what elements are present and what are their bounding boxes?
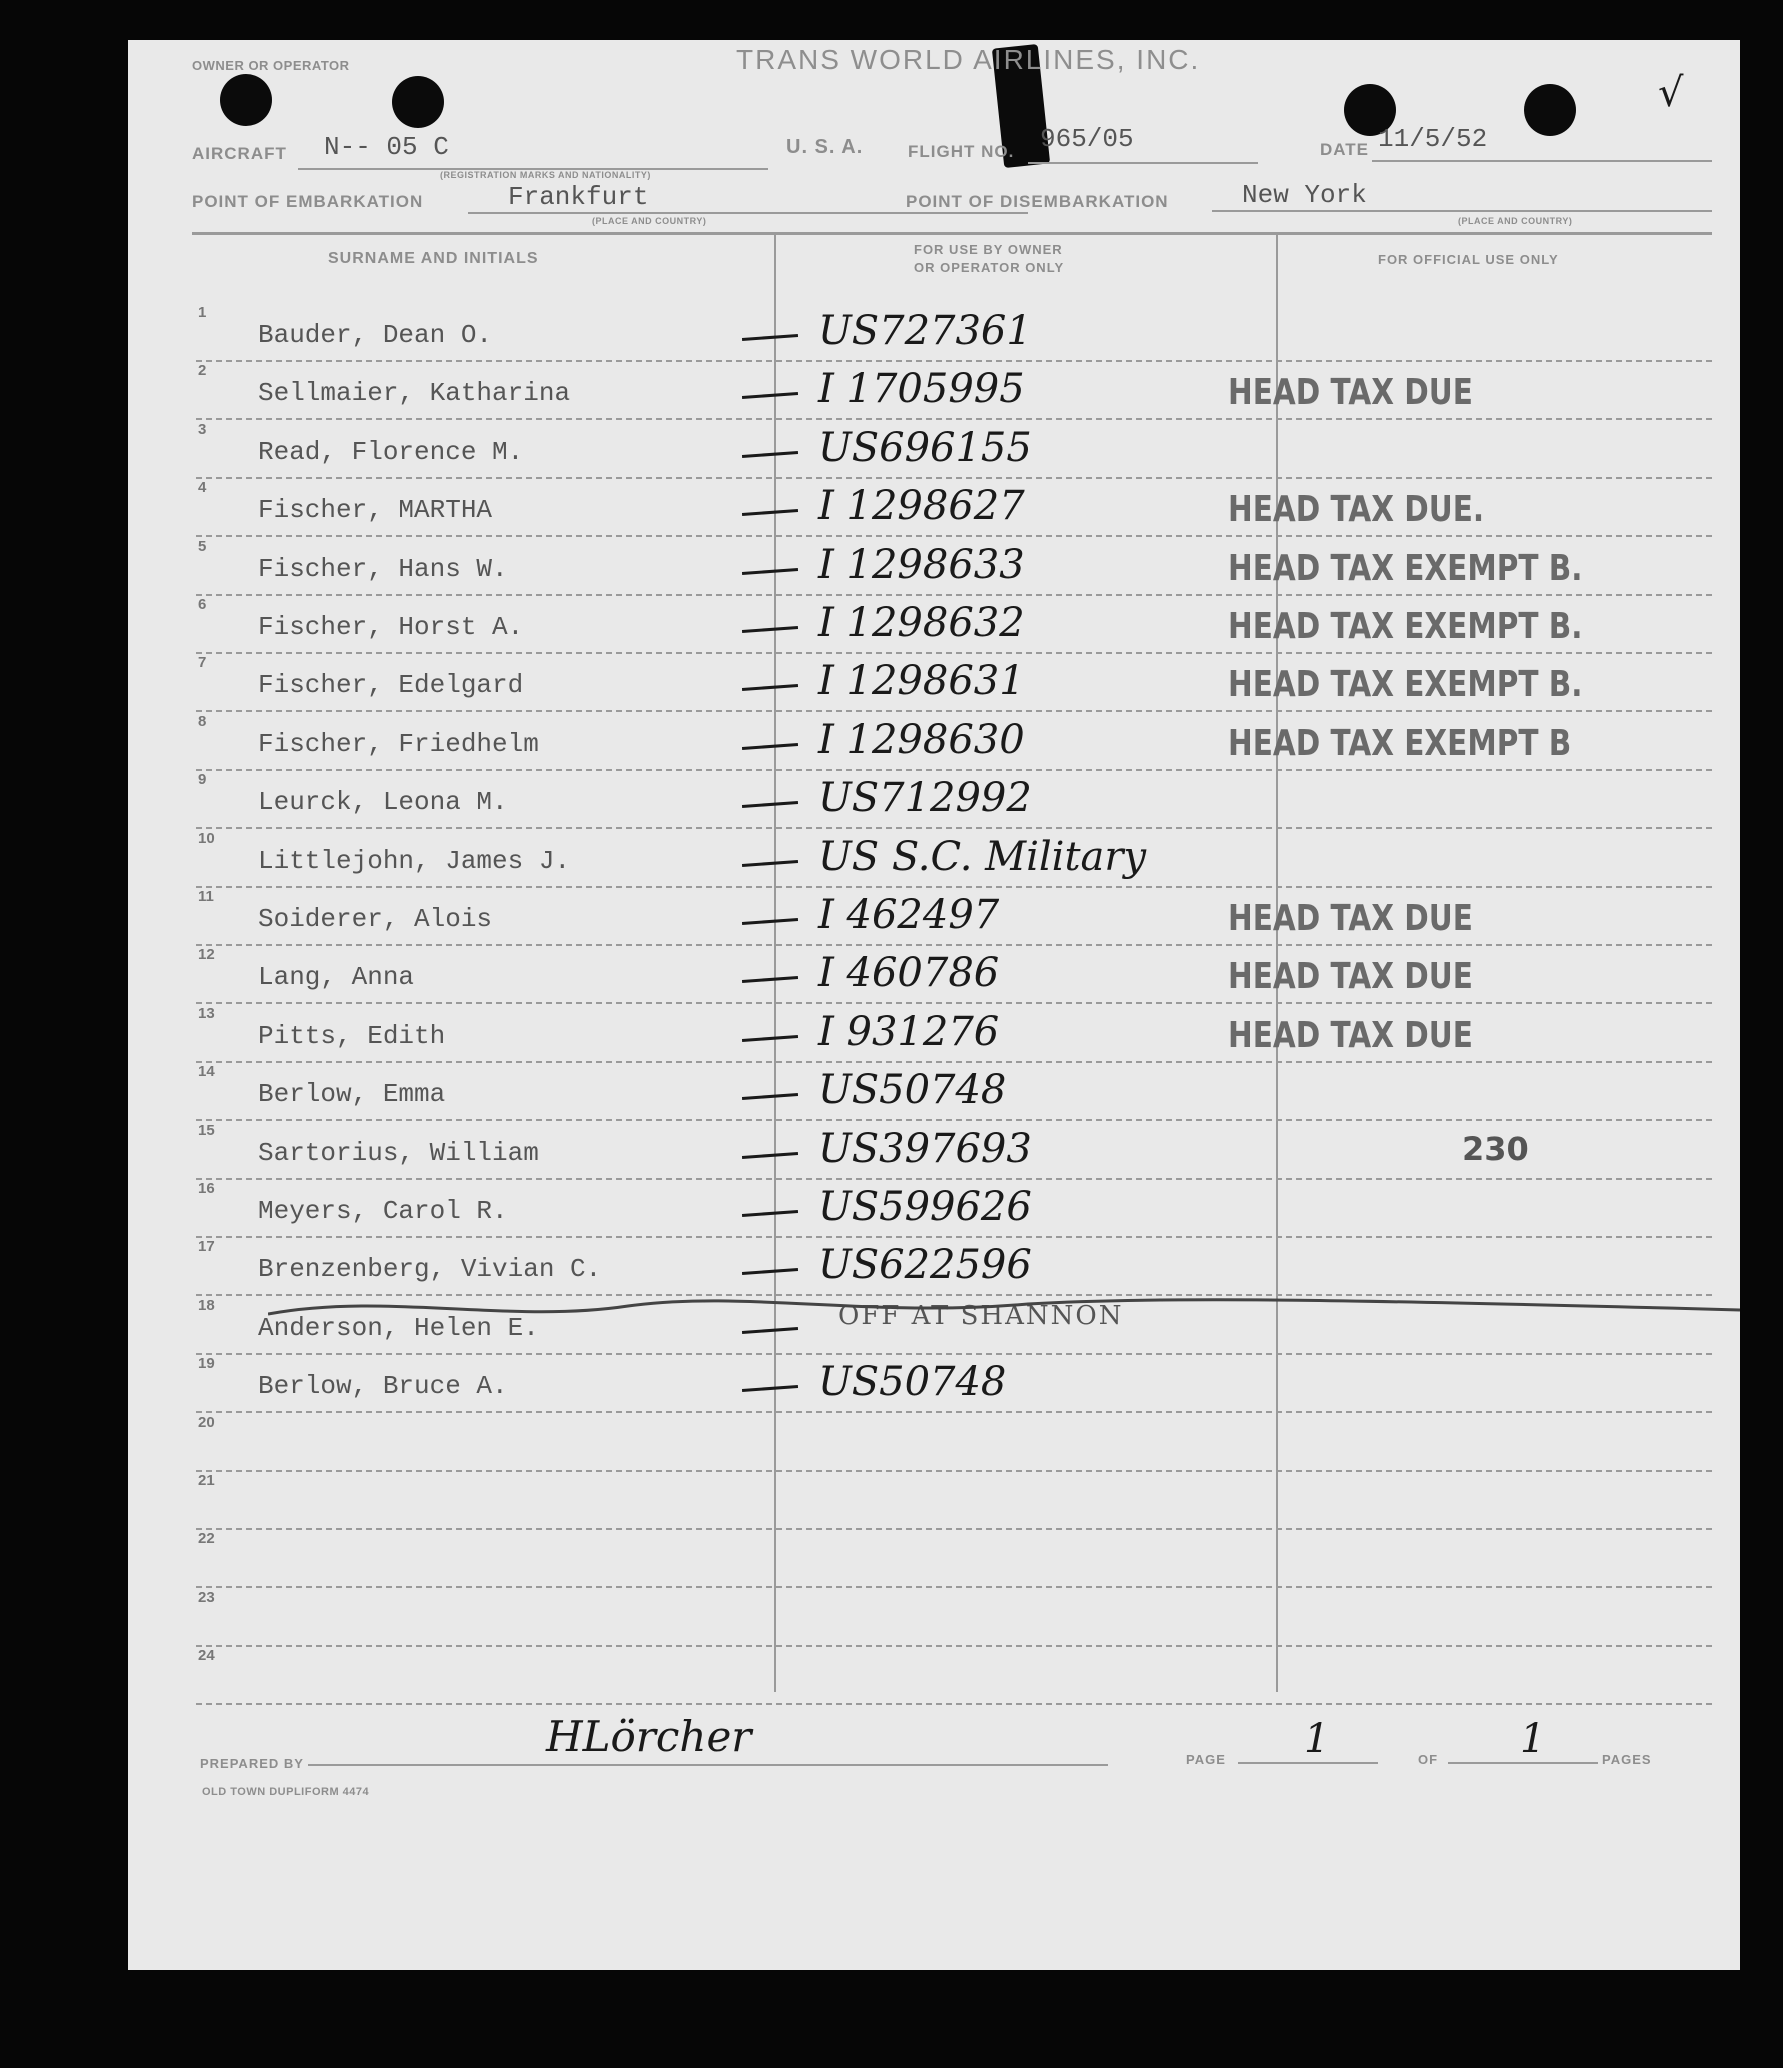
passenger-name: Fischer, Hans W. (258, 553, 508, 584)
flight-value: 965/05 (1040, 124, 1134, 154)
row-number: 7 (198, 654, 207, 672)
row-number: 15 (198, 1121, 215, 1139)
passenger-name: Sartorius, William (258, 1137, 539, 1168)
disembarkation-line (1212, 210, 1712, 212)
form-note: OLD TOWN DUPLIFORM 4474 (202, 1786, 370, 1798)
passenger-name: Fischer, Edelgard (258, 670, 524, 701)
head-tax-stamp: HEAD TAX DUE. (1228, 489, 1485, 531)
disembarkation-value: New York (1242, 180, 1367, 210)
row-divider (196, 1119, 1712, 1121)
document-number: US599626 (818, 1184, 1032, 1230)
tick-dash (742, 743, 798, 750)
table-top-line (192, 232, 1712, 235)
registration-note: (REGISTRATION MARKS AND NATIONALITY) (440, 170, 651, 180)
tick-dash (742, 1035, 798, 1042)
passenger-name: Leurck, Leona M. (258, 787, 508, 818)
punch-hole (220, 74, 272, 126)
head-tax-stamp: HEAD TAX DUE (1228, 898, 1473, 939)
pages-label: PAGES (1602, 1752, 1652, 1767)
row-number: 8 (198, 712, 207, 730)
row-divider (196, 827, 1712, 829)
usa-label: U. S. A. (786, 136, 864, 158)
row-divider (196, 1236, 1712, 1238)
row-number: 14 (198, 1063, 215, 1081)
row-number: 13 (198, 1004, 215, 1022)
owner-label: OWNER OR OPERATOR (192, 58, 350, 73)
document-number: US696155 (818, 424, 1032, 471)
page-line (1238, 1762, 1378, 1764)
document-number: I 1298632 (818, 600, 1025, 646)
head-tax-stamp: HEAD TAX DUE (1228, 1014, 1473, 1056)
aircraft-value: N-- 05 C (324, 132, 449, 162)
document-number: US397693 (818, 1125, 1032, 1172)
document-number: I 1298633 (818, 541, 1025, 588)
row-number: 17 (198, 1238, 215, 1256)
passenger-name: Berlow, Emma (258, 1079, 446, 1110)
punch-hole (392, 76, 444, 128)
row-divider (196, 360, 1712, 362)
row-number: 3 (198, 420, 207, 438)
of-value: 1 (1520, 1716, 1546, 1762)
row-number: 10 (198, 829, 215, 847)
head-tax-stamp: HEAD TAX EXEMPT B. (1228, 664, 1583, 706)
tick-dash (742, 1093, 798, 1100)
row-number: 22 (198, 1530, 215, 1548)
punch-hole (1524, 84, 1576, 136)
row-number: 6 (198, 596, 207, 613)
document-number: US712992 (818, 775, 1032, 822)
head-tax-stamp: HEAD TAX EXEMPT B. (1228, 606, 1583, 647)
row-number: 5 (198, 537, 207, 555)
document-number: US50748 (818, 1359, 1007, 1406)
row-divider (196, 477, 1712, 479)
embarkation-label: POINT OF EMBARKATION (192, 192, 424, 211)
document-number: OFF AT SHANNON (838, 1300, 1124, 1331)
row-divider (196, 1178, 1712, 1180)
passenger-name: Pitts, Edith (258, 1020, 446, 1051)
row-divider (196, 1528, 1712, 1530)
document-number: I 1298630 (818, 716, 1025, 763)
row-divider (196, 652, 1712, 654)
date-line (1372, 160, 1712, 162)
tick-dash (742, 1268, 798, 1275)
row-divider (196, 710, 1712, 712)
manifest-sheet (128, 40, 1740, 1970)
row-number: 9 (198, 771, 207, 789)
strike-through-line (268, 1288, 1740, 1328)
passenger-name: Fischer, Friedhelm (258, 728, 539, 759)
row-divider (196, 418, 1712, 420)
passenger-name: Anderson, Helen E. (258, 1312, 539, 1343)
row-divider (196, 1470, 1712, 1472)
aircraft-label: AIRCRAFT (192, 144, 287, 163)
passenger-name: Sellmaier, Katharina (258, 378, 571, 409)
document-number: I 1298631 (818, 658, 1025, 705)
document-number: I 1705995 (818, 366, 1025, 413)
passenger-name: Meyers, Carol R. (258, 1196, 508, 1226)
flight-label: FLIGHT NO. (908, 142, 1015, 161)
row-number: 2 (198, 362, 207, 380)
col-divider-1 (774, 232, 776, 1692)
row-number: 11 (198, 888, 214, 905)
row-number: 16 (198, 1180, 215, 1197)
tick-dash (742, 626, 798, 633)
document-number: I 460786 (818, 950, 1000, 997)
passenger-name: Bauder, Dean O. (258, 320, 493, 350)
passenger-name: Read, Florence M. (258, 436, 524, 467)
passenger-name: Lang, Anna (258, 962, 415, 993)
document-number: I 931276 (818, 1008, 1000, 1055)
col-official-header: FOR OFFICIAL USE ONLY (1378, 252, 1559, 267)
passenger-name: Fischer, Horst A. (258, 612, 524, 642)
row-divider (196, 1411, 1712, 1413)
head-tax-stamp: HEAD TAX DUE (1228, 372, 1473, 414)
row-number: 18 (198, 1296, 215, 1314)
row-divider (196, 886, 1712, 888)
tick-dash (742, 684, 798, 691)
row-divider (196, 1586, 1712, 1588)
place-note-2: (PLACE AND COUNTRY) (1458, 216, 1573, 226)
tick-dash (742, 860, 798, 867)
document-number: US50748 (818, 1067, 1007, 1114)
col-surname-header: SURNAME AND INITIALS (328, 250, 539, 267)
tick-dash (742, 801, 798, 808)
place-note-1: (PLACE AND COUNTRY) (592, 216, 707, 226)
embarkation-line (468, 212, 1028, 214)
head-tax-stamp: HEAD TAX EXEMPT B. (1228, 547, 1583, 589)
tick-dash (742, 1385, 798, 1392)
row-divider (196, 769, 1712, 771)
tick-dash (742, 568, 798, 575)
company-name: TRANS WORLD AIRLINES, INC. (736, 44, 1201, 75)
col-owner-header-1: FOR USE BY OWNER (914, 242, 1063, 257)
embarkation-value: Frankfurt (508, 182, 649, 212)
row-number: 4 (198, 479, 207, 497)
row-number: 21 (198, 1472, 215, 1489)
row-divider (196, 594, 1712, 596)
row-number: 24 (198, 1647, 215, 1665)
date-value: 11/5/52 (1378, 124, 1488, 154)
document-number: US S.C. Military (818, 833, 1147, 880)
row-divider (196, 1061, 1712, 1063)
row-divider (196, 1645, 1712, 1647)
check-mark: √ (1658, 70, 1684, 116)
row-number: 19 (198, 1355, 215, 1373)
row-divider (196, 1002, 1712, 1004)
tick-dash (742, 918, 798, 925)
of-label: OF (1418, 1752, 1439, 1767)
row-number: 1 (198, 304, 207, 321)
tick-dash (742, 976, 798, 983)
row-number: 20 (198, 1413, 215, 1431)
disembarkation-label: POINT OF DISEMBARKATION (906, 192, 1169, 211)
passenger-name: Berlow, Bruce A. (258, 1371, 508, 1402)
tick-dash (742, 451, 798, 458)
document-number: I 1298627 (818, 483, 1025, 530)
document-number: US622596 (818, 1242, 1032, 1289)
tick-dash (742, 1210, 798, 1217)
passenger-name: Brenzenberg, Vivian C. (258, 1254, 602, 1285)
row-number: 12 (198, 946, 215, 964)
document-number: I 462497 (818, 892, 1000, 938)
prepared-label: PREPARED BY (200, 1756, 304, 1771)
row-divider (196, 535, 1712, 537)
flight-line (1028, 162, 1258, 164)
passenger-name: Fischer, MARTHA (258, 495, 493, 526)
head-tax-stamp: HEAD TAX EXEMPT B (1228, 722, 1572, 764)
row-divider (196, 1353, 1712, 1355)
row-number: 23 (198, 1588, 215, 1606)
head-tax-stamp: HEAD TAX DUE (1228, 956, 1473, 998)
tick-dash (742, 1152, 798, 1159)
of-line (1448, 1762, 1598, 1764)
tick-dash (742, 392, 798, 399)
official-number: 230 (1462, 1129, 1529, 1168)
date-label: DATE (1320, 140, 1370, 159)
passenger-name: Soiderer, Alois (258, 904, 493, 934)
col-owner-header-2: OR OPERATOR ONLY (914, 260, 1065, 275)
page-value: 1 (1304, 1716, 1330, 1762)
page-label: PAGE (1186, 1752, 1226, 1767)
preparer-signature: HLörcher (546, 1712, 752, 1761)
passenger-name: Littlejohn, James J. (258, 845, 571, 876)
row-divider (196, 944, 1712, 946)
prepared-line (308, 1764, 1108, 1766)
document-number: US727361 (818, 308, 1032, 354)
tick-dash (742, 334, 798, 341)
row-divider (196, 1703, 1712, 1705)
tick-dash (742, 509, 798, 516)
